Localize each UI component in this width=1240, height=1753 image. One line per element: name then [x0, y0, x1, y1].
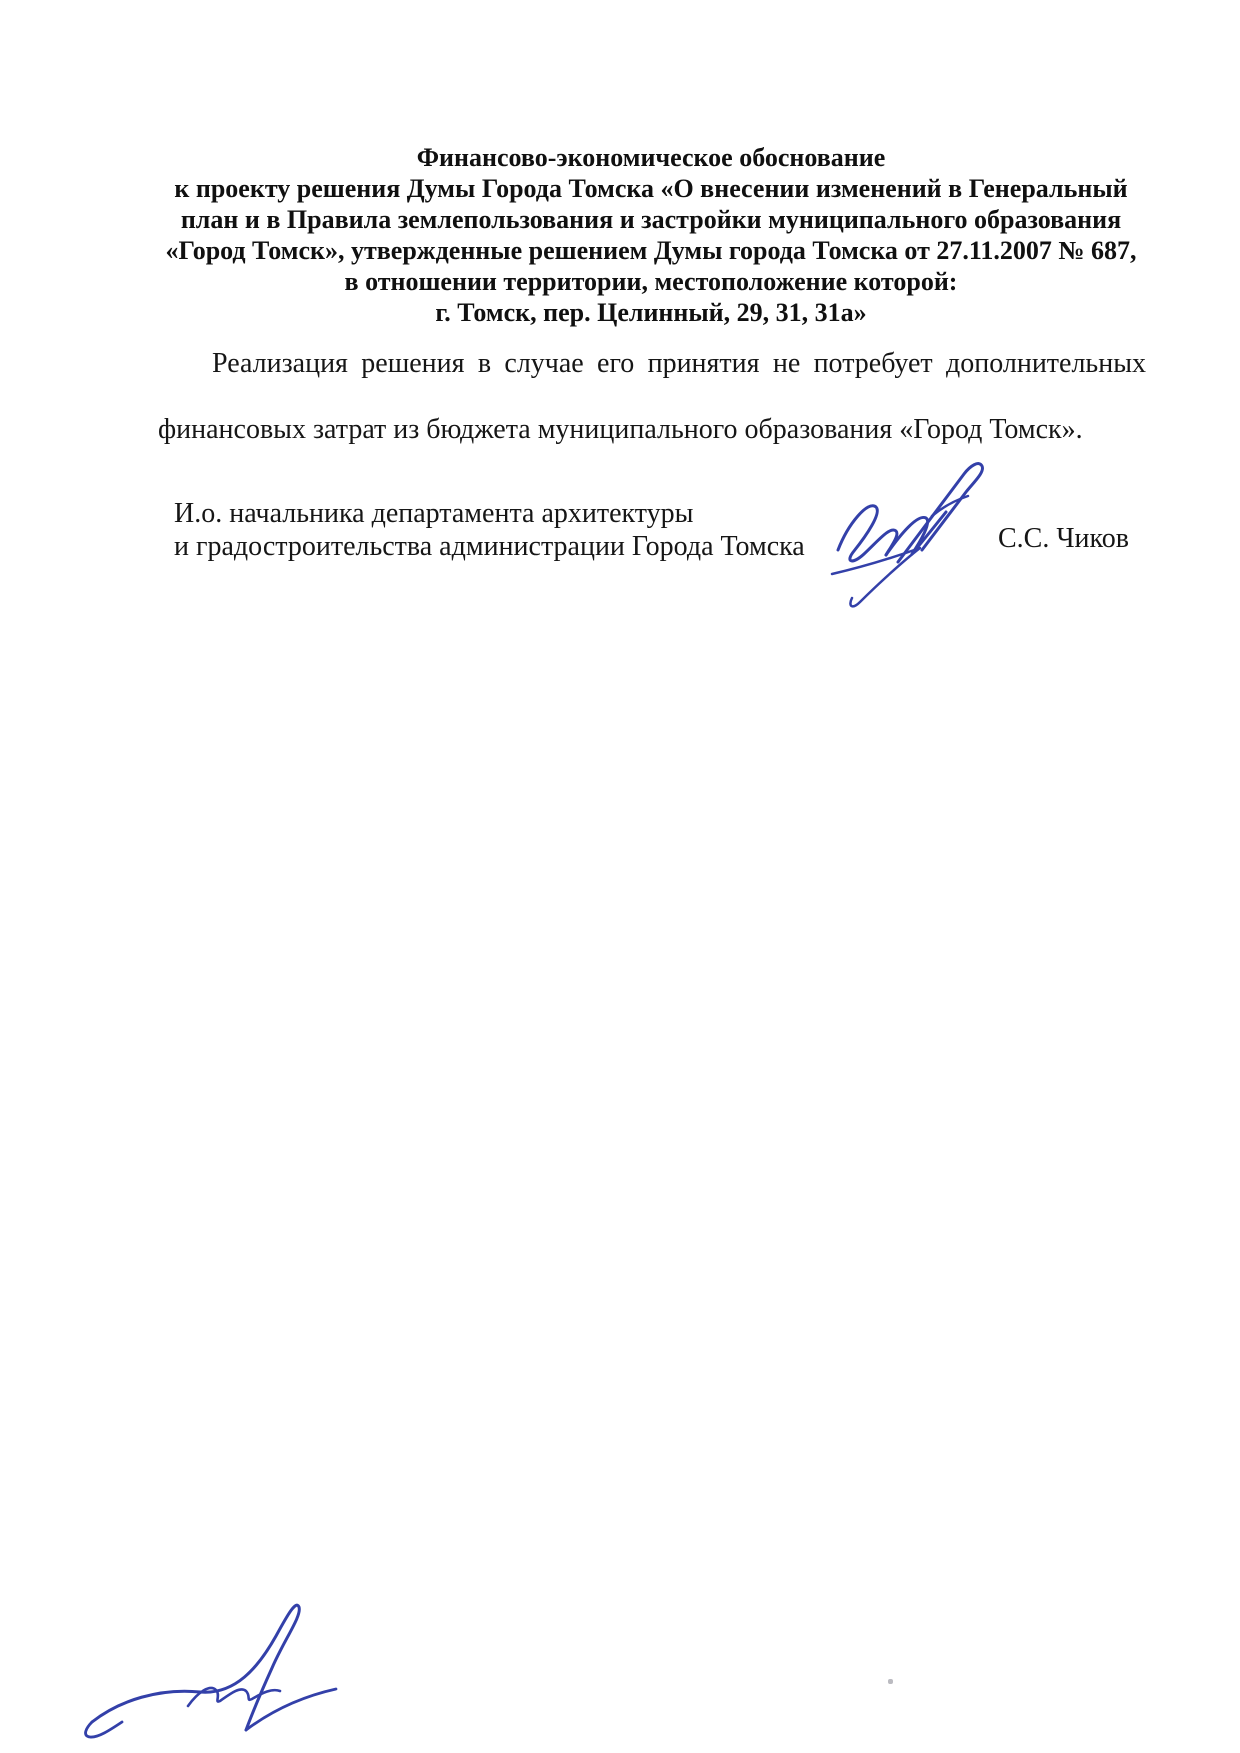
signature-stroke — [188, 1688, 280, 1706]
body-paragraph — [158, 347, 1146, 446]
signatory-name: С.С. Чиков — [998, 523, 1129, 554]
title-line: к проекту решения Думы Города Томска «О внесении изменений в Генеральный — [174, 174, 1128, 203]
title-line: в отношении территории, местоположение которой: — [344, 267, 958, 296]
signatory-position — [174, 497, 805, 563]
document-title — [100, 142, 1202, 328]
signature-ink-icon — [822, 452, 1002, 612]
signature-stroke — [86, 1722, 122, 1737]
title-line: «Город Томск», утвержденные решением Думы города Томска от 27.11.2007 № 687, — [165, 236, 1137, 265]
signature-stroke — [832, 548, 920, 606]
scan-speck — [888, 1679, 893, 1684]
paragraph-line: Реализация решения в случае его принятия не потребует дополнительных — [212, 348, 1146, 379]
title-line: Финансово-экономическое обоснование — [416, 143, 886, 172]
signatory-position-line: и градостроительства администрации Города Томска — [174, 531, 805, 562]
title-line: г. Томск, пер. Целинный, 29, 31, 31а» — [435, 298, 867, 327]
title-line: план и в Правила землепользования и застройки муниципального образования — [180, 205, 1122, 234]
signature-stroke — [898, 464, 983, 562]
paragraph-line: финансовых затрат из бюджета муниципального образования «Город Томск». — [158, 414, 1083, 445]
bottom-signature-ink-icon — [75, 1592, 360, 1747]
signatory-position-line: И.о. начальника департамента архитектуры — [174, 498, 694, 529]
signature-stroke — [92, 1605, 299, 1730]
